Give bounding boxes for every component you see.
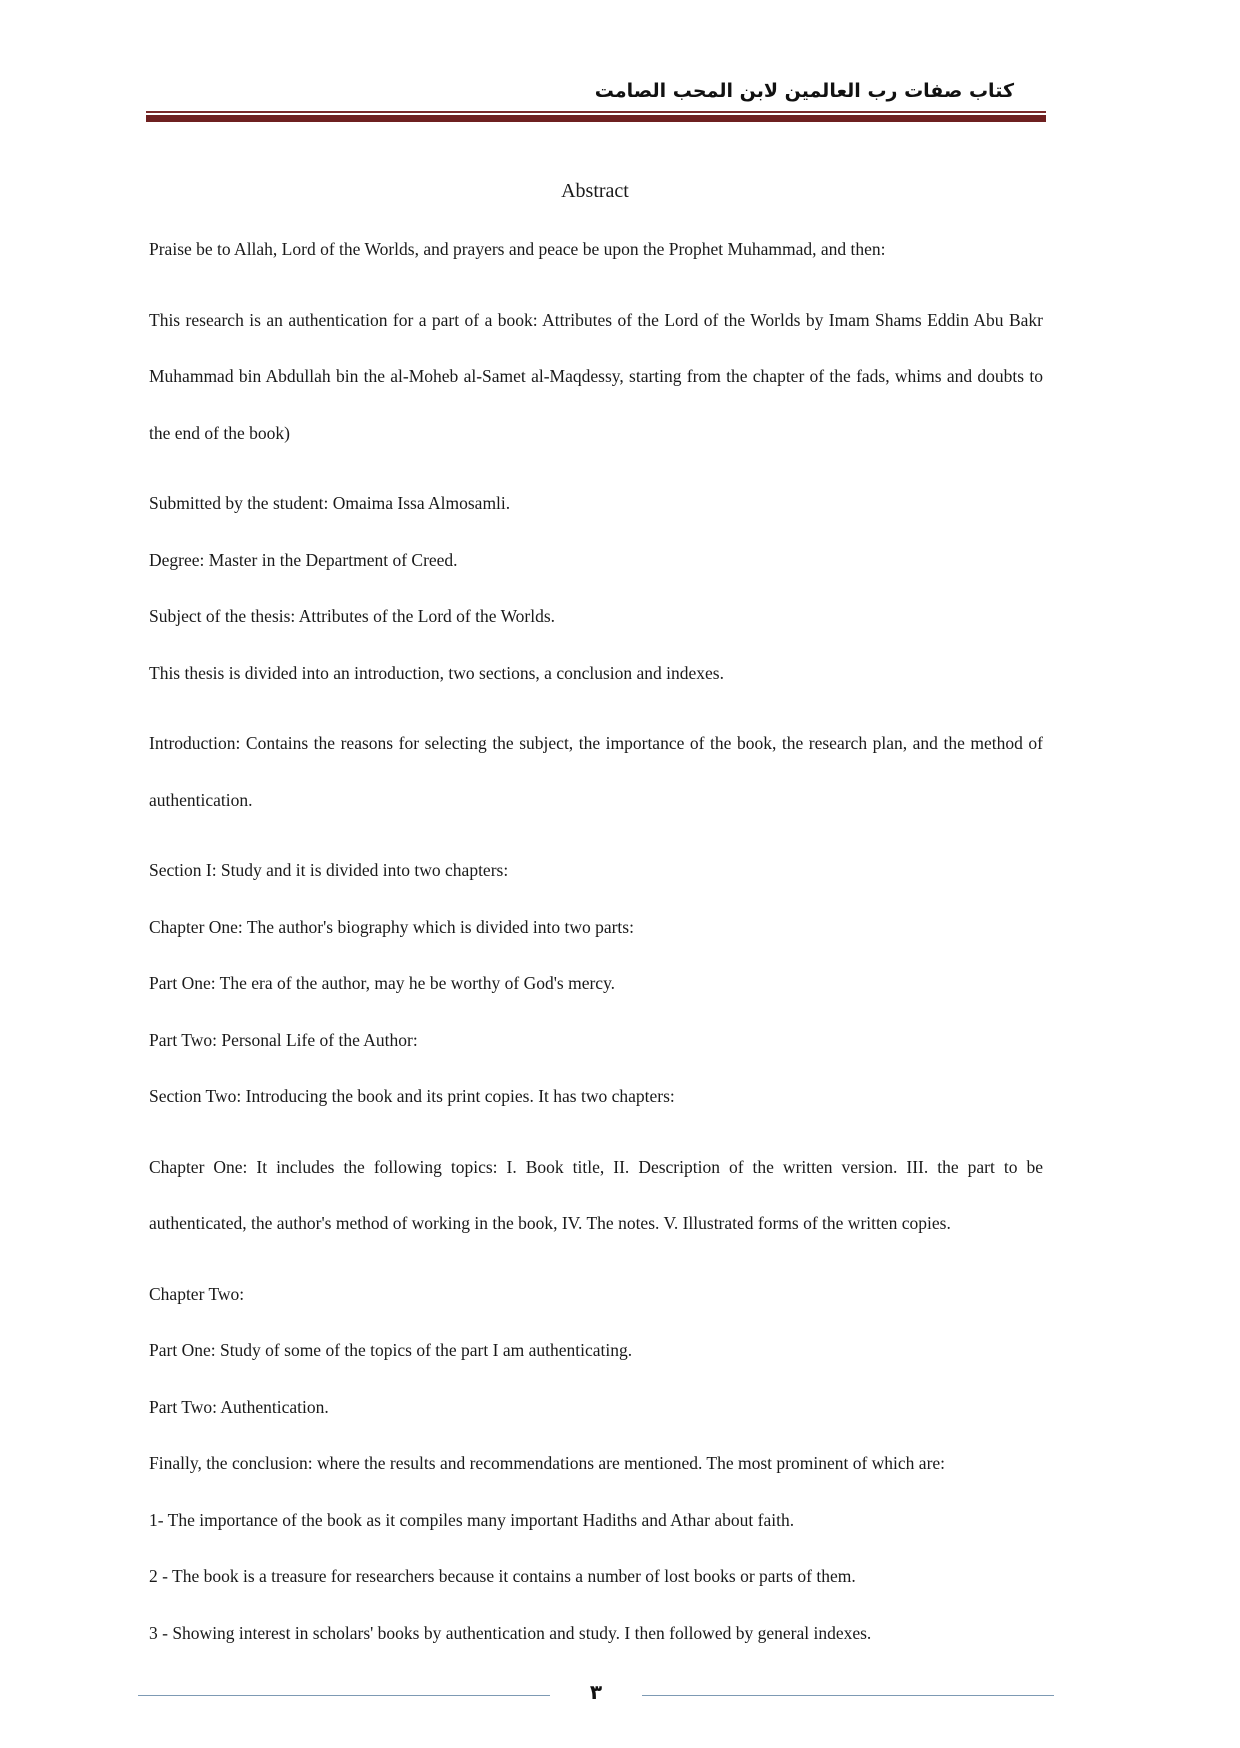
abstract-body	[149, 235, 1043, 1675]
paragraph: 2 - The book is a treasure for researchers because it contains a number of lost books or parts of them.	[149, 1566, 856, 1586]
abstract-heading: Abstract	[561, 180, 629, 202]
paragraph: Section I: Study and it is divided into two chapters:	[149, 860, 509, 880]
paragraph: Chapter One: It includes the following topics: I. Book title, II. Description of the written version. III. the part to be authenticated, the author's method of working in the book, IV. The notes. V. Illustrated forms of the written copies.	[149, 1156, 1043, 1233]
paragraph: Finally, the conclusion: where the results and recommendations are mentioned. The most prominent of which are:	[149, 1453, 946, 1473]
paragraph: Part Two: Personal Life of the Author:	[149, 1029, 418, 1050]
paragraph: Part One: Study of some of the topics of the part I am authenticating.	[149, 1340, 633, 1360]
paragraph: This research is an authentication for a part of a book: Attributes of the Lord of the Worlds by Imam Shams Eddin Abu Bakr Muhammad bin Abdullah bin the al-Moheb al-Samet al-Maqdessy, starting from the chapter of the fads, whims and doubts to the end of the book)	[149, 309, 1043, 443]
paragraph: Part One: The era of the author, may he be worthy of God's mercy.	[149, 973, 616, 993]
paragraph: Subject of the thesis: Attributes of the Lord of the Worlds.	[149, 606, 556, 626]
paragraph: Chapter One: The author's biography which is divided into two parts:	[149, 916, 634, 937]
paragraph: Praise be to Allah, Lord of the Worlds, and prayers and peace be upon the Prophet Muhammad, and then:	[149, 239, 886, 259]
paragraph: Chapter Two:	[149, 1283, 245, 1304]
paragraph: 3 - Showing interest in scholars' books by authentication and study. I then followed by general indexes.	[149, 1622, 872, 1643]
paragraph: This thesis is divided into an introduction, two sections, a conclusion and indexes.	[149, 662, 724, 683]
running-header-title: كتاب صفات رب العالمين لابن المحب الصامت	[594, 80, 1014, 102]
paragraph: 1- The importance of the book as it compiles many important Hadiths and Athar about faith.	[149, 1509, 795, 1530]
paragraph: Submitted by the student: Omaima Issa Almosamli.	[149, 493, 511, 513]
paragraph: Section Two: Introducing the book and its print copies. It has two chapters:	[149, 1086, 675, 1106]
paragraph: Part Two: Authentication.	[149, 1396, 329, 1417]
header-rule-thick	[146, 115, 1046, 122]
paragraph: Degree: Master in the Department of Creed.	[149, 549, 458, 570]
footer-rule-right	[642, 1695, 1054, 1696]
page-number: ٣	[589, 1680, 603, 1704]
header-rule-thin	[146, 111, 1046, 113]
footer-rule-left	[138, 1695, 550, 1696]
paragraph: Introduction: Contains the reasons for selecting the subject, the importance of the book, the research plan, and the method of authentication.	[149, 733, 1043, 810]
